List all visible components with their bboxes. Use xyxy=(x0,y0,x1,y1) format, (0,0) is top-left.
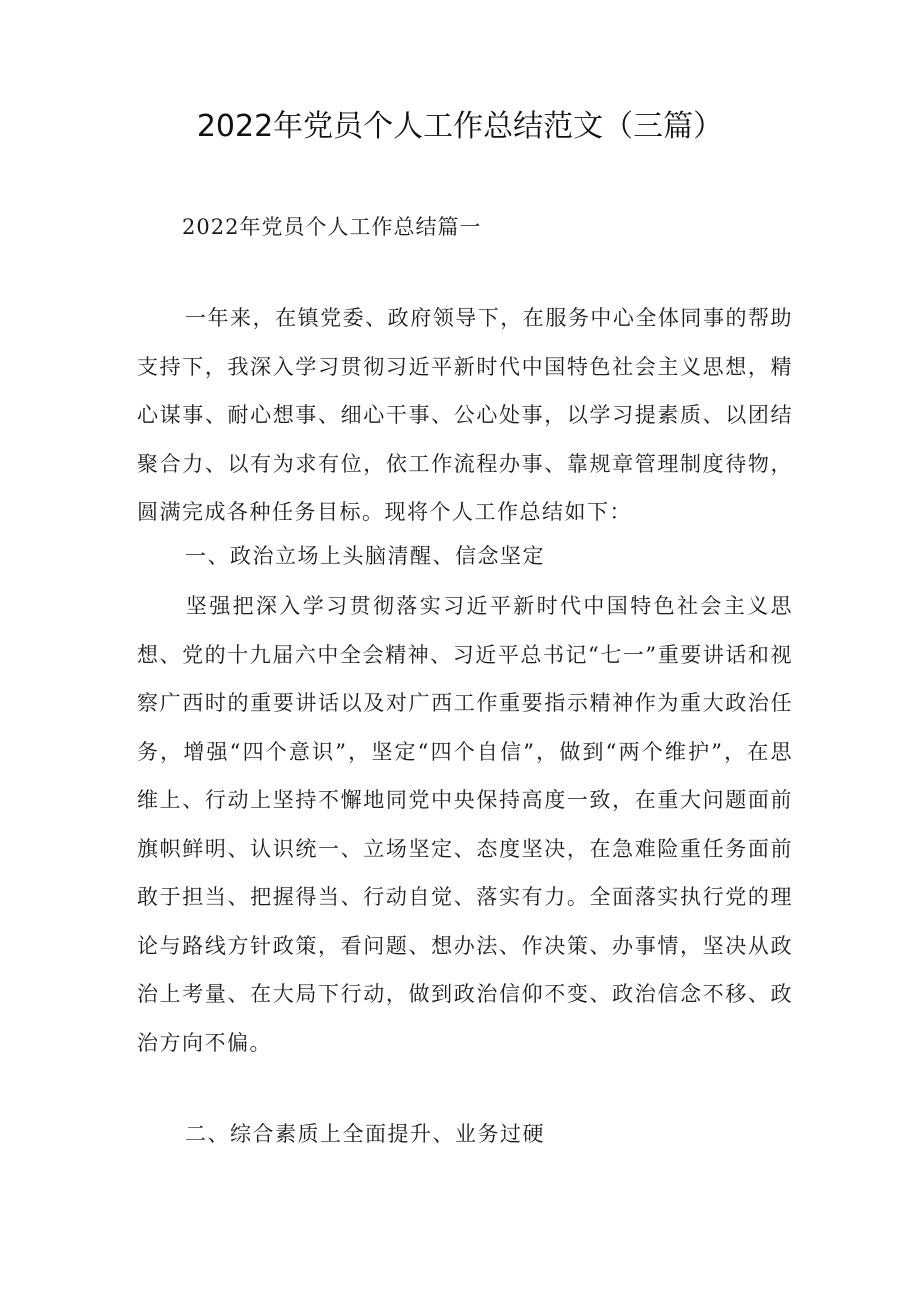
heading-political-stance: 一、政治立场上头脑清醒、信念坚定 xyxy=(185,544,545,568)
paragraph-intro-text: 一年来，在镇党委、政府领导下，在服务中心全体同事的帮助支持下，我深入学习贯彻习近平新时代中国特色社会主义思想，精心谋事、耐心想事、细心干事、公心处事，以学习提素质、以团结聚合力、以有为求有位，依工作流程办事、靠规章管理制度待物，圆满完成各种任务目标。现将个人工作总结如下： xyxy=(137,306,793,524)
heading-comprehensive-quality: 二、综合素质上全面提升、业务过硬 xyxy=(185,1122,545,1146)
document-title: 2022年党员个人工作总结范文（三篇） xyxy=(196,109,724,144)
paragraph-political-stance-text: 坚强把深入学习贯彻落实习近平新时代中国特色社会主义思想、党的十九届六中全会精神、习近平总书记“七一”重要讲话和视察广西时的重要讲话以及对广西工作重要指示精神作为重大政治任务，增强“四个意识”，坚定“四个自信”，做到“两个维护”，在思维上、行动上坚持不懈地同党中央保持高度一致，在重大问题面前旗帜鲜明、认识统一、立场坚定、态度坚决，在急难险重任务面前敢于担当、把握得当、行动自觉、落实有力。全面落实执行党的理论与路线方针政策，看问题、想办法、作决策、办事情，坚决从政治上考量、在大局下行动，做到政治信仰不变、政治信念不移、政治方向不偏。 xyxy=(137,594,793,1055)
section-title: 2022年党员个人工作总结篇一 xyxy=(182,215,482,239)
paragraph-political-stance xyxy=(137,582,793,1067)
paragraph-intro xyxy=(137,294,793,537)
